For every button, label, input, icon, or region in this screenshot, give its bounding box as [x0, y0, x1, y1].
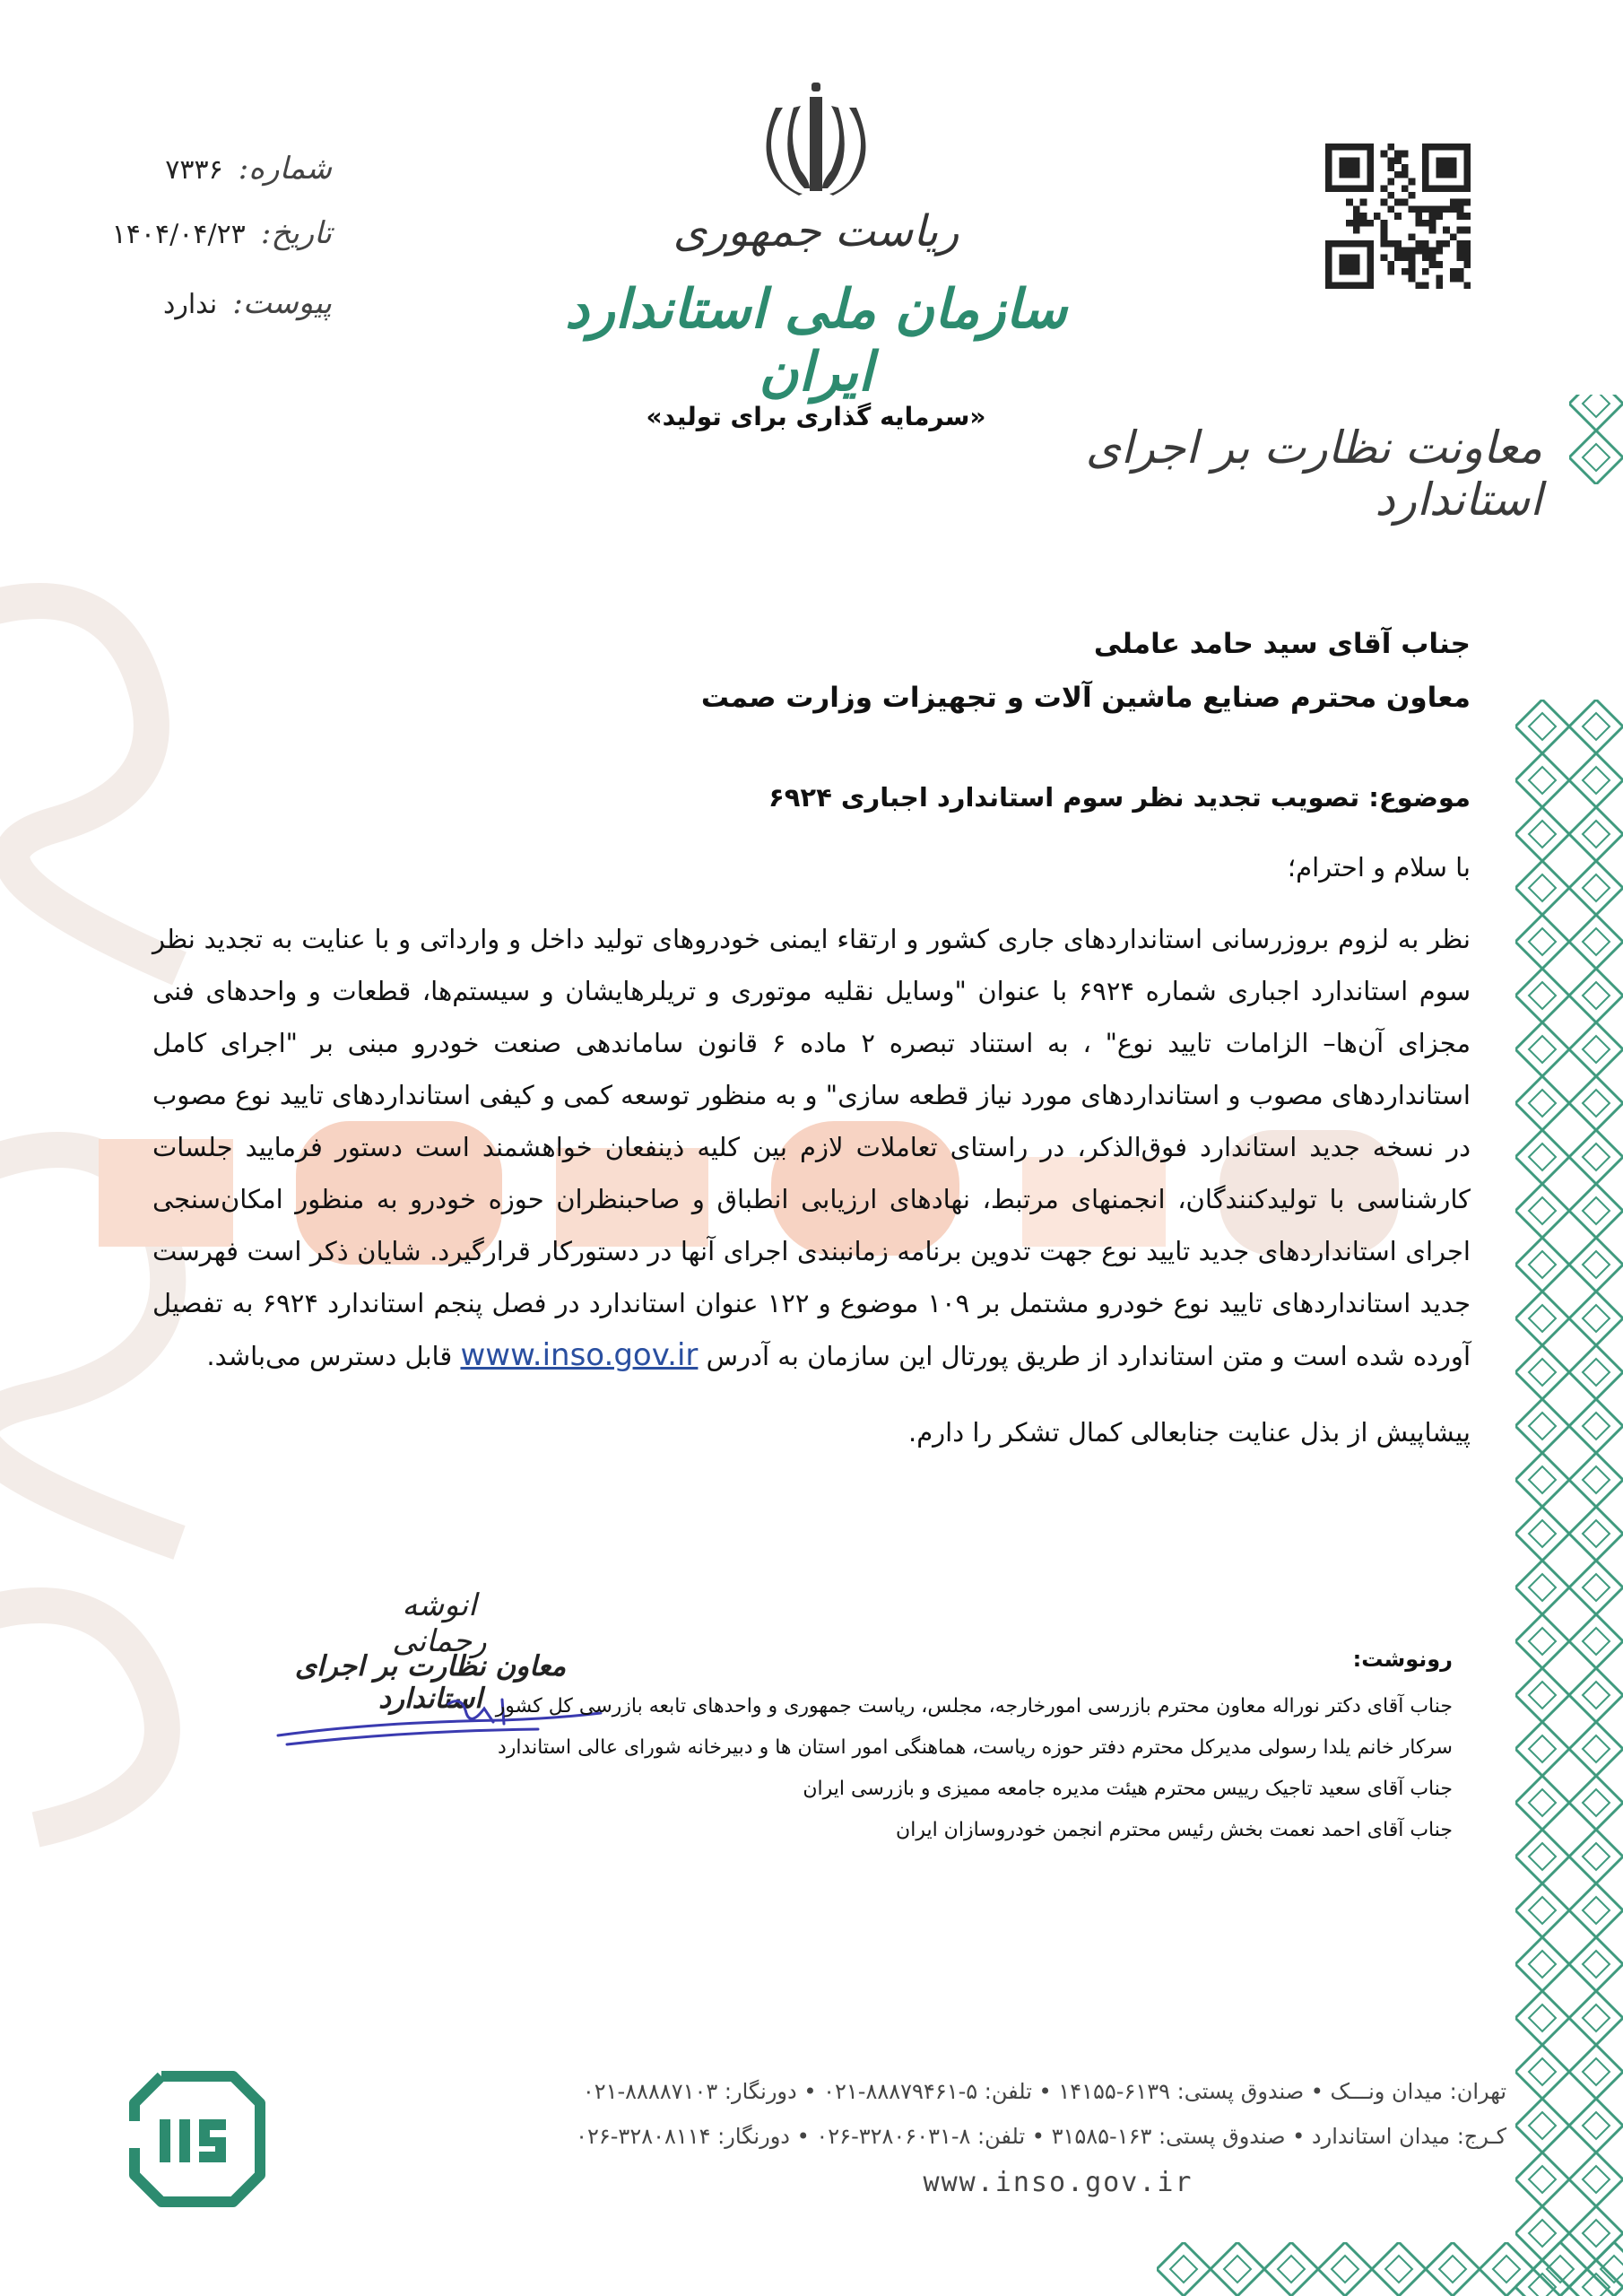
letter-attachment — [99, 285, 332, 321]
body-paragraph: نظر به لزوم بروزرسانی استانداردهای جاری کشور و ارتقاء ایمنی خودروهای تولید داخل و وارداتی و با عنایت به تجدید نظر سوم استاندارد اجباری شماره ۶۹۲۴ با عنوان "وسایل نقلیه موتوری و تریلرهایشان و سیستم‌ها، قطعات و واحدهای فنی مجزای آن‌ها– الزامات تایید نوع" ، به استناد تبصره ۲ ماده ۶ قانون ساماندهی صنعت خودرو مبنی بر "اجرای کامل استانداردهای مصوب و استانداردهای مورد نیاز قطعه سازی" و به منظور توسعه کمی و کیفی استانداردهای تایید نوع مصوب در نسخه جدید استاندارد فوق‌الذکر، در راستای تعاملات لازم بین کلیه ذینفعان خواهشمند است دستور فرمایید جلسات کارشناسی با تولیدکنندگان، انجمنهای مرتبط، نهادهای ارزیابی انطباق و صاحبنظران حوزه خودرو به منظور امکان‌سنجی اجرای استانداردهای جدید تایید نوع جهت تدوین برنامه زمانبندی اجرای آنها در دستورکار قرارگیرد. شایان ذکر است فهرست جدید استانداردهای تایید نوع خودرو مشتمل بر ۱۰۹ موضوع و ۱۲۲ عنوان استاندارد در فصل پنجم استاندارد ۶۹۲۴ به تفصیل آورده شده است و متن استاندارد از طریق پورتال این سازمان به آدرس — [152, 924, 1471, 1371]
slogan: «سرمایه گذاری برای تولید» — [646, 402, 986, 431]
isiri-logo — [126, 2067, 269, 2211]
cc-item: سرکار خانم یلدا رسولی مدیرکل محترم دفتر حوزه ریاست، هماهنگی امور استان ها و دبیرخانه شورای عالی استاندارد — [497, 1736, 1453, 1759]
signatory-name: انوشه رحمانی — [392, 1587, 487, 1659]
organization-title: سازمان ملی استاندارد ایران — [565, 278, 1067, 404]
date-label: تاریخ: — [260, 215, 332, 251]
attachment-label: پیوست: — [232, 285, 332, 321]
recipient-name: جناب آقای سید حامد عاملی — [1093, 628, 1471, 660]
closing-line: پیشاپیش از بذل عنایت جنابعالی کمال تشکر را دارم. — [908, 1417, 1471, 1448]
qr-code — [1325, 144, 1471, 289]
cc-item: جناب آقای دکتر نوراله معاون محترم بازرسی امورخارجه، مجلس، ریاست جمهوری و واحدهای تابعه بازرسی کل کشور — [495, 1695, 1453, 1718]
date-value: ۱۴۰۴/۰۴/۲۳ — [111, 219, 246, 250]
presidency-title: ریاست جمهوری — [673, 206, 959, 257]
side-lattice-pattern — [1515, 0, 1623, 2296]
signatory-title: معاون نظارت بر اجرای استاندارد — [294, 1650, 567, 1715]
recipient-title: معاون محترم صنایع ماشین آلات و تجهیزات وزارت صمت — [700, 682, 1471, 714]
body-paragraph-end: قابل دسترس می‌باشد. — [206, 1341, 453, 1371]
portal-link[interactable]: www.inso.gov.ir — [460, 1337, 699, 1373]
footer-karaj-address: کـرج: میدان استاندارد • صندوق پستی: ۱۶۳-۳۱۵۸۵ • تلفن: ۸-۳۲۸۰۶۰۳۱-۰۲۶ • دورنگار: ۳۲۸۰۸۱۱۴-۰۲۶ — [576, 2124, 1506, 2149]
greeting: با سلام و احترام؛ — [1287, 852, 1471, 883]
department-title: معاونت نظارت بر اجرای استاندارد — [1085, 422, 1542, 526]
iran-emblem-icon — [758, 81, 874, 197]
cc-item: جناب آقای سعید تاجیک رییس محترم هیئت مدیره جامعه ممیزی و بازرسی ایران — [803, 1778, 1453, 1800]
letter-date — [99, 215, 332, 251]
letter-number — [99, 151, 332, 187]
bottom-lattice-pattern — [1157, 2242, 1623, 2296]
number-label: شماره: — [238, 151, 332, 187]
footer-tehran-address: تهران: میدان ونـــک • صندوق پستی: ۶۱۳۹-۱۴۱۵۵ • تلفن: ۵-۸۸۸۷۹۴۶۱-۰۲۱ • دورنگار: ۸۸۸۸۷۱۰۳-۰۲۱ — [582, 2079, 1506, 2104]
cc-item: جناب آقای احمد نعمت بخش رئیس محترم انجمن خودروسازان ایران — [896, 1819, 1453, 1841]
letter-subject: موضوع: تصویب تجدید نظر سوم استاندارد اجباری ۶۹۲۴ — [768, 782, 1471, 813]
cc-list — [377, 1686, 1453, 1851]
footer-website[interactable]: www.inso.gov.ir — [923, 2167, 1193, 2198]
cc-heading: رونوشت: — [1352, 1647, 1453, 1672]
number-value: ۷۳۳۶ — [165, 154, 223, 186]
attachment-value: ندارد — [163, 289, 218, 320]
letter-body — [152, 913, 1471, 1382]
